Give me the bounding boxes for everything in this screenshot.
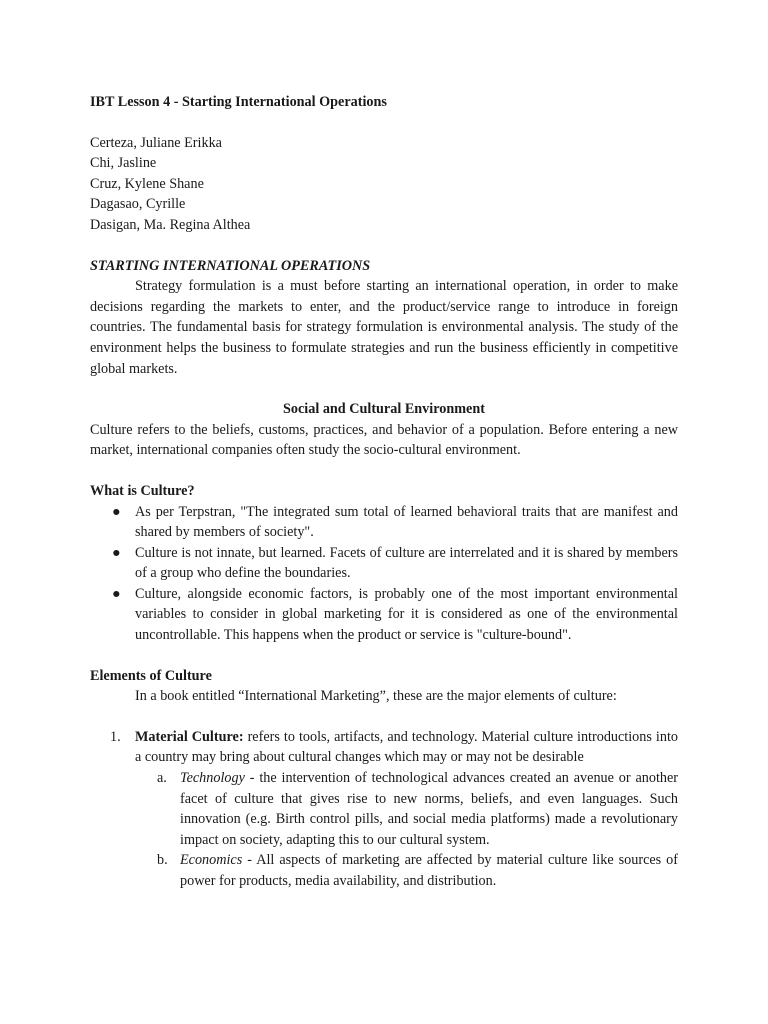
bullet-text: Culture, alongside economic factors, is probably one of the most important environmental variables to consider in global marketing for it is considered as one of the environmental uncontrollable. This happens when the product or service is "culture-bound". [135,585,678,644]
author-name: Chi, Jasline [90,155,157,172]
what-is-culture-heading: What is Culture? [90,482,195,499]
document-title: IBT Lesson 4 - Starting International Operations [90,94,387,110]
elements-of-culture-heading: Elements of Culture [90,667,212,684]
bullet-text: As per Terpstran, "The integrated sum total of learned behavioral traits that are manifest and shared by members of society". [135,503,678,541]
section-heading-starting-operations: STARTING INTERNATIONAL OPERATIONS [90,257,371,274]
sub-item-term: Economics [180,852,243,869]
sub-list-item [135,850,678,891]
item-term: Material Culture: [135,728,244,745]
bullet-text: Culture is not innate, but learned. Facets of culture are interrelated and it is shared by members of a group who define the boundaries. [135,544,678,582]
sub-item-text: - the intervention of technological advances created an avenue or another facet of culture that gives rise to new norms, beliefs, and even languages. Such innovation (e.g. Birth control pills, and social media platforms) made a revolutionary impact on society, adapting this to our cultural system. [180,770,678,848]
culture-definition-paragraph: Culture refers to the beliefs, customs, practices, and behavior of a population. Before entering a new market, international companies often study the socio-cultural environment. [90,421,678,459]
sub-list-item [135,768,678,850]
sub-item-text: - All aspects of marketing are affected by material culture like sources of power for products, media availability, and distribution. [180,852,678,889]
bullet-icon: ● [112,544,121,561]
strategy-paragraph: Strategy formulation is a must before starting an international operation, in order to make decisions regarding the markets to enter, and the product/service range to introduce in foreign countries. The fundamental basis for strategy formulation is environmental analysis. The study of the environment helps the business to formulate strategies and run the business efficiently in competitive global markets. [90,278,678,377]
list-item [90,727,678,892]
item-text: refers to tools, artifacts, and technology. Material culture introductions into a country may bring about cultural changes which may or may not be desirable [135,728,678,766]
sub-item-term: Technology [180,770,245,787]
author-list [90,133,678,236]
sub-item-letter: b. [157,852,168,869]
elements-numbered-list [90,727,678,892]
sub-list [135,768,678,892]
item-number: 1. [110,728,121,745]
list-item [90,584,678,646]
list-item [90,543,678,584]
list-item [90,502,678,543]
author-name: Cruz, Kylene Shane [90,175,204,192]
author-name: Certeza, Juliane Erikka [90,134,222,151]
document-page [90,92,678,892]
author-name: Dasigan, Ma. Regina Althea [90,216,251,233]
culture-bullet-list [90,502,678,646]
elements-intro: In a book entitled “International Marketing”, these are the major elements of culture: [135,688,617,705]
author-name: Dagasao, Cyrille [90,196,186,213]
bullet-icon: ● [112,585,121,602]
bullet-icon: ● [112,503,121,520]
sub-item-letter: a. [157,770,167,787]
section-heading-social-cultural: Social and Cultural Environment [283,401,485,418]
